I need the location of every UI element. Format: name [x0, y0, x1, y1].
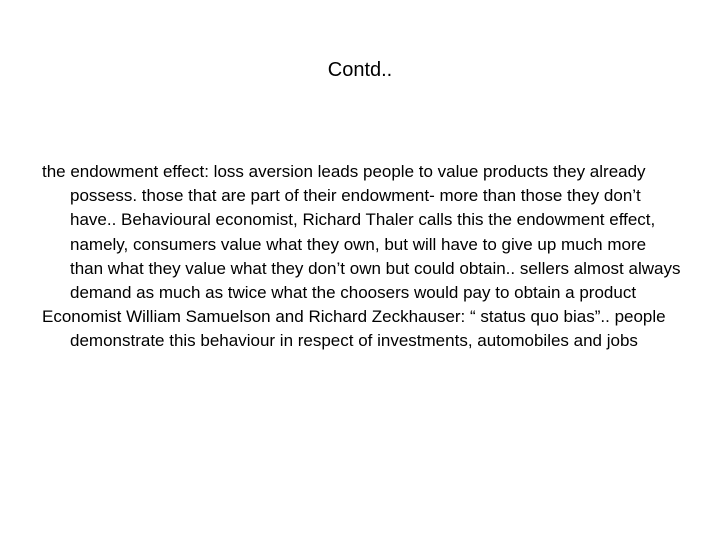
slide-title: Contd.. [327, 59, 393, 81]
paragraph-endowment-effect: the endowment effect: loss aversion leads people to value products they already possess. those that are part of their endowment- more than those they don’t have.. Behavioural economist, Richard Thaler calls this the endowment effect, namely, consumers value what they own, but will have to give up much more than what they value what they don’t own but could obtain.. sellers almost always demand as much as twice what the choosers would pay to obtain a product [42, 162, 681, 303]
slide-body [42, 160, 682, 354]
paragraph-status-quo-bias: Economist William Samuelson and Richard Zeckhauser: “ status quo bias”.. people demonstrate this behaviour in respect of investments, automobiles and jobs [42, 307, 666, 351]
